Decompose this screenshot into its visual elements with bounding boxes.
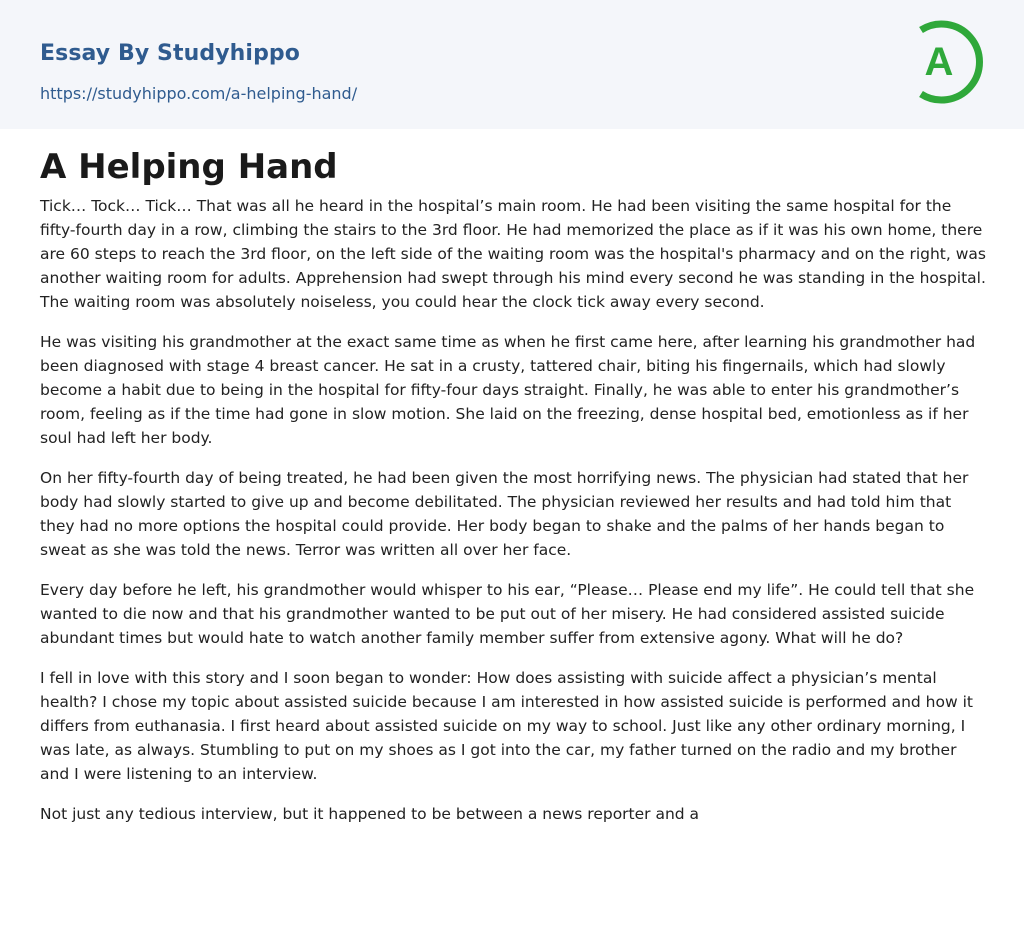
essay-paragraph: He was visiting his grandmother at the exact same time as when he first came here, after learning his grandmother had been diagnosed with stage 4 breast cancer. He sat in a crusty, tattered chair, biting his fingernails, which had slowly become a habit due to being in the hospital for fifty-four days straight. Finally, he was able to enter his grandmother’s room, feeling as if the time had gone in slow motion. She laid on the freezing, dense hospital bed, emotionless as if her soul had left her body.	[40, 333, 976, 447]
essay-title: A Helping Hand	[40, 147, 338, 187]
logo-letter: A	[924, 40, 954, 84]
essay-body	[40, 194, 988, 842]
essay-paragraph: I fell in love with this story and I soon began to wonder: How does assisting with suicide affect a physician’s mental health? I chose my topic about assisted suicide because I am interested in how assisted suicide is performed and how it differs from euthanasia. I first heard about assisted suicide on my way to school. Just like any other ordinary morning, I was late, as always. Stumbling to put on my shoes as I got into the car, my father turned on the radio and my brother and I were listening to an interview.	[40, 669, 973, 783]
logo-ring-icon	[910, 18, 988, 106]
essay-url-link[interactable]: https://studyhippo.com/a-helping-hand/	[40, 84, 358, 103]
site-brand[interactable]: Essay By Studyhippo	[40, 41, 300, 66]
essay-paragraph: On her fifty-fourth day of being treated, he had been given the most horrifying news. The physician had stated that her body had slowly started to give up and become debilitated. The physician reviewed her results and had told him that they had no more options the hospital could provide. Her body began to shake and the palms of her hands began to sweat as she was told the news. Terror was written all over her face.	[40, 469, 969, 559]
essay-paragraph: Tick… Tock… Tick… That was all he heard in the hospital’s main room. He had been visiting the same hospital for the fifty-fourth day in a row, climbing the stairs to the 3rd floor. He had memorized the place as if it was his own home, there are 60 steps to reach the 3rd floor, on the left side of the waiting room was the hospital's pharmacy and on the right, was another waiting room for adults. Apprehension had swept through his mind every second he was standing in the hospital. The waiting room was absolutely noiseless, you could hear the clock tick away every second.	[40, 197, 986, 311]
essay-paragraph: Not just any tedious interview, but it happened to be between a news reporter and a	[40, 805, 700, 823]
essay-paragraph: Every day before he left, his grandmother would whisper to his ear, “Please… Please end my life”. He could tell that she wanted to die now and that his grandmother wanted to be put out of her misery. He had considered assisted suicide abundant times but would hate to watch another family member suffer from extensive agony. What will he do?	[40, 581, 975, 647]
site-header	[0, 0, 1024, 129]
studyhippo-logo[interactable]	[910, 18, 988, 106]
